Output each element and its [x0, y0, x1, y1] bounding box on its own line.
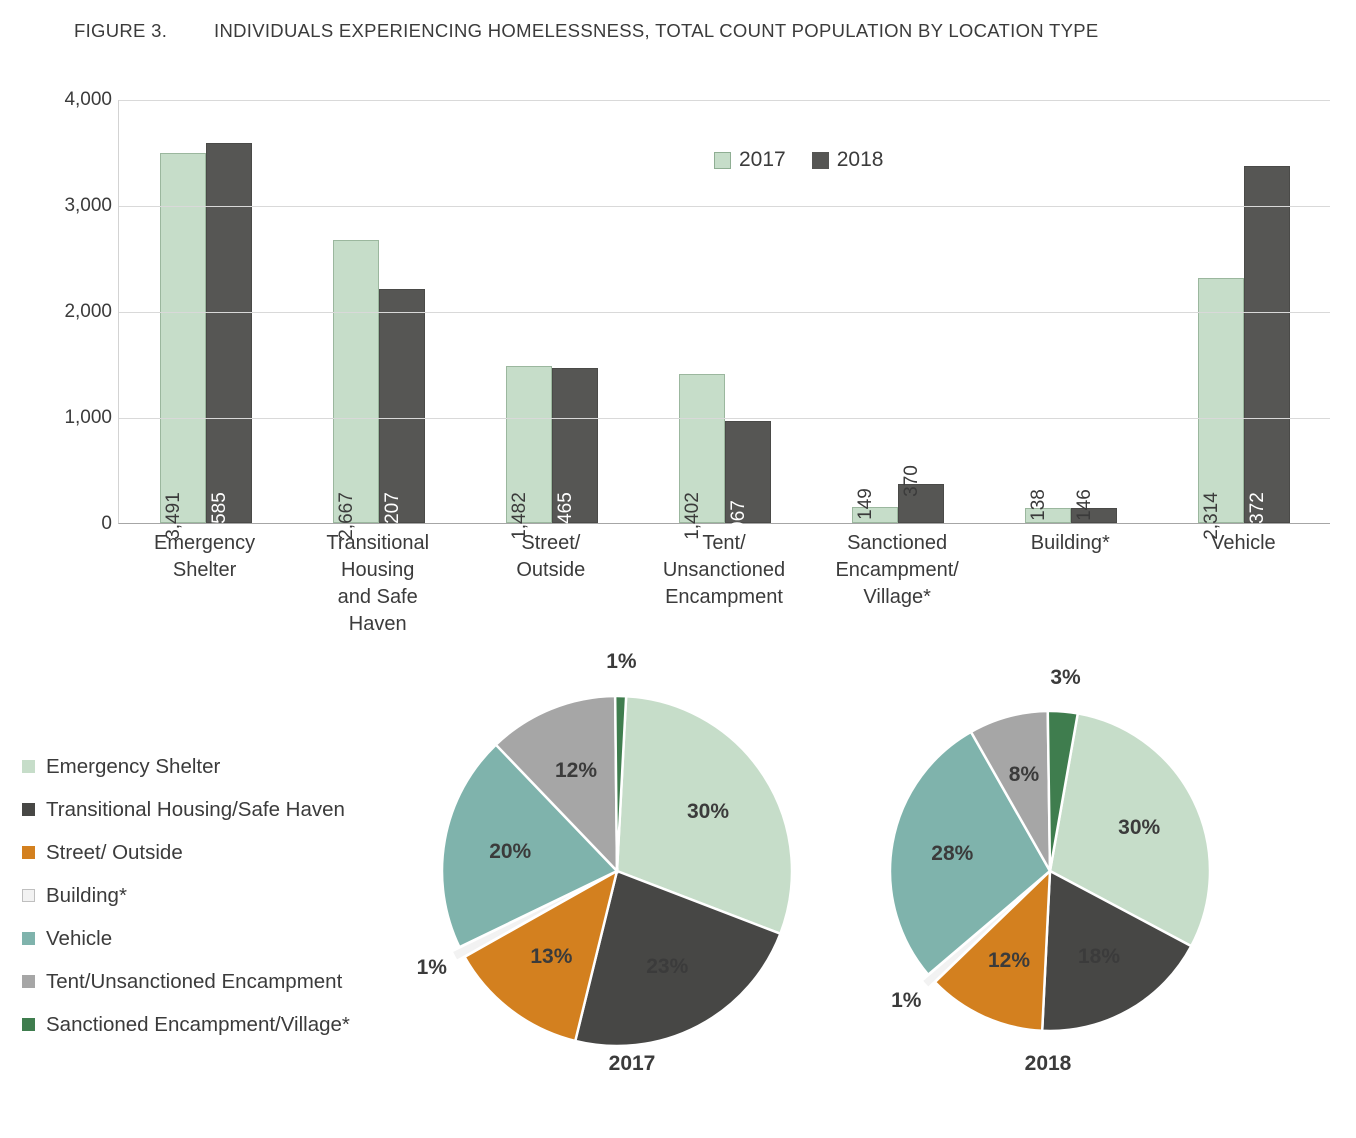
pie-legend-label: Emergency Shelter: [46, 754, 221, 778]
pie-value-label: 20%: [489, 839, 532, 863]
pie-value-label: 12%: [988, 949, 1031, 973]
bar-value-label: 1,465: [554, 492, 576, 540]
pie-canvas-2018: [868, 665, 1228, 1048]
pie-legend-item: [22, 788, 422, 831]
pie-chart-2018: [868, 665, 1228, 1116]
pie-legend-item: [22, 745, 422, 788]
pie-svg: [868, 676, 1228, 1048]
x-category-label: Emergency Shelter: [153, 532, 256, 581]
bar: [1198, 278, 1244, 540]
bar-value-label: 1,402: [681, 492, 703, 540]
pie-value-label: 8%: [1008, 763, 1040, 787]
bar-value-label: 2,667: [335, 492, 357, 540]
bar: [1244, 166, 1290, 540]
pie-value-label: 28%: [931, 841, 974, 865]
pie-legend-label: Transitional Housing/Safe Haven: [46, 797, 345, 821]
bar-value-label: 2,207: [381, 492, 403, 540]
y-tick-label: 0: [101, 513, 112, 534]
pie-legend-swatch-icon: [22, 932, 35, 945]
bar: [1025, 489, 1071, 523]
pie-legend-label: Tent/Unsanctioned Encampment: [46, 969, 343, 993]
bar: [333, 240, 379, 540]
gridline: [119, 100, 1330, 101]
pie-value-label: 30%: [1118, 815, 1161, 839]
bar-chart: [28, 86, 1338, 646]
pie-title-2018: 2018: [1024, 1052, 1072, 1075]
bar-value-label: 3,491: [162, 492, 184, 540]
pie-value-label: 13%: [530, 945, 573, 969]
pie-legend-label: Building*: [46, 883, 127, 907]
gridline: [119, 418, 1330, 419]
pie-value-label: 1%: [606, 650, 637, 674]
bar-value-label: 138: [1027, 489, 1049, 522]
pie-legend-swatch-icon: [22, 846, 35, 859]
pie-legend-item: [22, 1003, 422, 1046]
y-tick-label: 1,000: [64, 407, 112, 428]
pie-legend-label: Street/ Outside: [46, 840, 183, 864]
bar: [379, 289, 425, 540]
bar-value-label: 1,482: [508, 492, 530, 540]
pie-legend-item: [22, 960, 422, 1003]
x-category-label: Building*: [1030, 532, 1110, 554]
x-category-label: Tent/ Unsanctioned Encampment: [662, 532, 786, 608]
figure-caption: INDIVIDUALS EXPERIENCING HOMELESSNESS, TOTAL COUNT POPULATION BY LOCATION TYPE: [214, 20, 1099, 41]
pie-legend: [22, 745, 422, 1046]
gridline: [119, 206, 1330, 207]
pie-canvas-2017: [416, 650, 832, 1048]
pie-value-label: 3%: [1050, 665, 1081, 689]
x-category-label: Street/ Outside: [516, 532, 586, 581]
bar-value-label: 3,585: [208, 492, 230, 540]
bar-value-label: 2,314: [1200, 492, 1222, 540]
pie-legend-item: [22, 874, 422, 917]
bar-value-label: 967: [727, 500, 749, 532]
bar-value-label: 370: [900, 464, 922, 497]
pie-value-label: 23%: [646, 955, 689, 979]
pie-value-label: 18%: [1077, 945, 1120, 969]
legend-label-2017: 2017: [739, 148, 786, 171]
bar-value-label: 3,372: [1246, 492, 1268, 540]
pie-legend-swatch-icon: [22, 975, 35, 988]
bar: [552, 368, 598, 540]
bar-plot-area: [118, 100, 1330, 540]
gridline: [119, 312, 1330, 313]
bar: [1071, 488, 1117, 523]
bar: [725, 421, 771, 532]
bar: [506, 366, 552, 540]
pie-legend-item: [22, 831, 422, 874]
pie-legend-swatch-icon: [22, 1018, 35, 1031]
bar: [679, 374, 725, 540]
bar: [898, 464, 944, 523]
bar: [852, 488, 898, 523]
bar: [160, 153, 206, 540]
y-tick-label: 4,000: [64, 89, 112, 110]
pie-value-label: 1%: [891, 989, 922, 1013]
bar-value-label: 149: [854, 488, 876, 521]
pie-legend-item: [22, 917, 422, 960]
y-axis-tick-labels: [28, 86, 118, 534]
pie-legend-swatch-icon: [22, 760, 35, 773]
bar: [206, 143, 252, 540]
pie-value-label: 1%: [416, 955, 447, 979]
page-title: [74, 18, 1174, 45]
pie-value-label: 12%: [554, 758, 598, 782]
x-category-label: Vehicle: [1211, 532, 1276, 554]
figure-number: FIGURE 3.: [74, 20, 168, 41]
pie-chart-2017: [416, 650, 832, 1116]
pie-legend-label: Sanctioned Encampment/Village*: [46, 1012, 350, 1036]
x-axis-category-labels: [118, 530, 1330, 638]
bar-value-label: 146: [1073, 488, 1095, 521]
x-category-label: Transitional Housing and Safe Haven: [326, 532, 430, 635]
pie-legend-swatch-icon: [22, 803, 35, 816]
pie-title-2017: 2017: [608, 1052, 656, 1075]
x-category-label: Sanctioned Encampment/ Village*: [835, 532, 959, 608]
y-tick-label: 3,000: [64, 195, 112, 216]
legend-label-2018: 2018: [836, 148, 884, 171]
y-tick-label: 2,000: [64, 301, 112, 322]
pie-legend-label: Vehicle: [46, 926, 113, 950]
pie-value-label: 30%: [686, 799, 729, 823]
pie-legend-swatch-icon: [22, 889, 35, 902]
